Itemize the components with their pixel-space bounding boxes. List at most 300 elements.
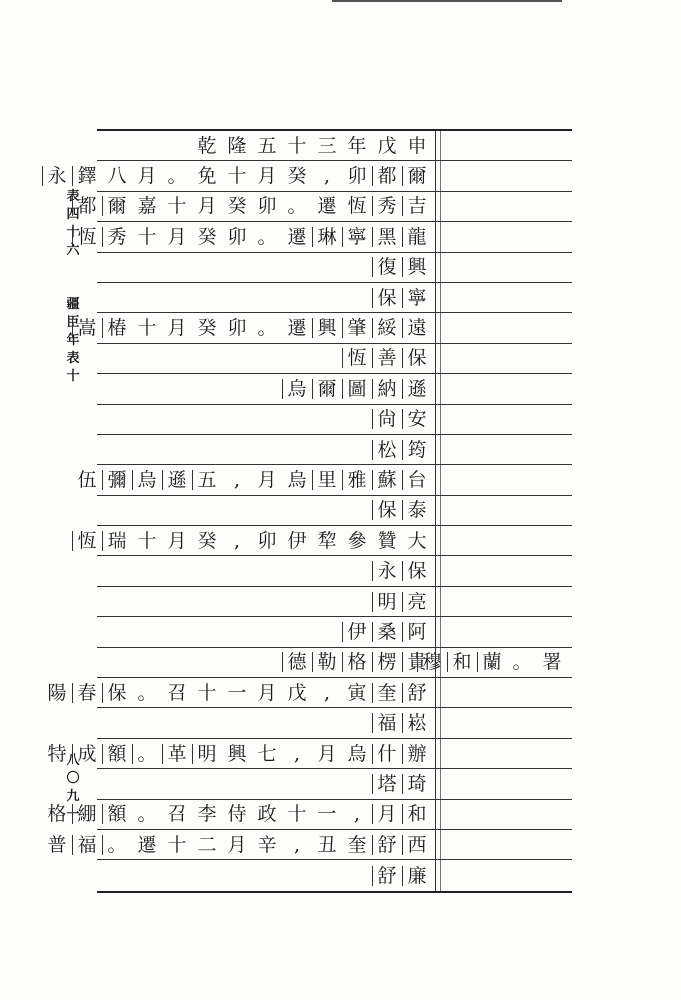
row-left-cell [47, 830, 435, 859]
row-right-cell [441, 708, 572, 737]
row-left-cell [97, 344, 435, 373]
cell-char: 格 [345, 650, 369, 674]
cell-char: 癸 [197, 529, 217, 552]
table-row [97, 617, 572, 647]
cell-char: 爾 [105, 194, 129, 218]
cell-char: 遜 [165, 468, 189, 492]
row-left-text [39, 161, 429, 190]
cell-char: 八 [107, 165, 127, 188]
column-divider [435, 253, 436, 282]
cell-char: 十 [287, 803, 307, 826]
row-left-cell [97, 405, 435, 434]
cell-char: 奎 [375, 681, 399, 705]
cell-char: 召 [167, 681, 187, 704]
cell-char: 。 [105, 833, 129, 857]
row-left-text [369, 860, 429, 890]
cell-char: , [323, 681, 331, 704]
cell-char: 綳 [75, 802, 99, 826]
column-divider [435, 192, 436, 221]
column-divider [435, 860, 436, 890]
table-row [97, 131, 572, 161]
cell-char: 免 [197, 165, 217, 188]
cell-char: 復 [375, 255, 399, 279]
row-right-cell [441, 435, 572, 464]
margin-char: 十 [66, 369, 80, 384]
row-right-cell [441, 496, 572, 525]
row-left-text [279, 374, 429, 403]
cell-char: 椿 [105, 316, 129, 340]
margin-char: 疆 [66, 297, 80, 312]
row-right-cell [441, 405, 572, 434]
cell-char: , [353, 803, 361, 826]
cell-char: 恆 [345, 346, 369, 370]
table-row [97, 253, 572, 283]
cell-char: 一 [317, 803, 337, 826]
cell-char: 癸 [227, 195, 247, 218]
row-right-cell [441, 192, 572, 221]
row-left-text [369, 496, 429, 525]
row-left-text [369, 405, 429, 434]
cell-char: 格 [47, 803, 67, 826]
cell-char: 普 [47, 833, 67, 856]
table-row [97, 648, 572, 678]
row-left-cell [97, 496, 435, 525]
cell-char: 月 [167, 317, 187, 340]
row-right-cell [441, 556, 572, 585]
cell-char: 尙 [375, 407, 399, 431]
cell-char: 明 [195, 742, 219, 766]
column-divider [435, 313, 436, 342]
row-right-cell [441, 344, 572, 373]
row-left-cell [97, 253, 435, 282]
row-left-cell [97, 860, 435, 890]
cell-char: 犂 [317, 529, 337, 552]
row-right-cell [441, 769, 572, 798]
cell-char: 保 [105, 681, 129, 705]
cell-char: 參 [347, 529, 367, 552]
column-divider [435, 617, 436, 646]
margin-char: 十 [66, 225, 80, 240]
cell-char: 恆 [347, 195, 367, 218]
cell-char: 戊 [287, 681, 307, 704]
cell-char: 嘉 [137, 195, 157, 218]
margin-char: 六 [66, 243, 80, 258]
row-left-cell [97, 556, 435, 585]
cell-char: 李 [197, 803, 217, 826]
cell-char: 月 [137, 165, 157, 188]
cell-char: 大 [407, 529, 427, 552]
cell-char: 丑 [317, 833, 337, 856]
cell-char: 十 [137, 317, 157, 340]
row-right-cell [441, 313, 572, 342]
cell-char: 。 [135, 742, 159, 766]
table-row [77, 313, 572, 343]
cell-char: 蘇 [375, 468, 399, 492]
cell-char: 月 [257, 165, 277, 188]
cell-char: 署 [542, 651, 562, 674]
cell-char: 。 [257, 225, 277, 248]
cell-char: 伊 [345, 620, 369, 644]
row-left-cell [97, 283, 435, 312]
cell-char: 十 [227, 165, 247, 188]
cell-char: 月 [317, 742, 337, 765]
cell-char: 彌 [105, 468, 129, 492]
cell-char: 革 [165, 742, 189, 766]
cell-char: 吉 [405, 194, 429, 218]
column-divider [435, 830, 436, 859]
cell-char: 楞 [375, 650, 399, 674]
cell-char: 卯 [227, 317, 247, 340]
cell-char: 遜 [405, 377, 429, 401]
table-row [97, 860, 572, 890]
cell-char: 興 [315, 316, 339, 340]
cell-char: 興 [227, 742, 247, 765]
row-left-cell [77, 222, 435, 251]
table-row [97, 283, 572, 313]
cell-char: 嵩 [75, 316, 99, 340]
cell-char: 貴 [405, 650, 429, 674]
column-divider [435, 222, 436, 251]
row-left-text [369, 556, 429, 585]
cell-char: 寧 [345, 225, 369, 249]
cell-char: 明 [375, 590, 399, 614]
cell-char: 德 [285, 650, 309, 674]
cell-char: 。 [512, 651, 532, 674]
row-left-text [369, 253, 429, 282]
cell-char: 保 [375, 286, 399, 310]
cell-char: 廉 [405, 864, 429, 888]
cell-char: 年 [347, 134, 367, 157]
row-right-cell [441, 830, 572, 859]
column-divider [435, 708, 436, 737]
cell-char: 十 [167, 833, 187, 856]
cell-char: 陽 [47, 681, 67, 704]
table-row [47, 678, 572, 708]
cell-char: 月 [167, 529, 187, 552]
row-left-text [39, 678, 429, 707]
cell-char: 圖 [345, 377, 369, 401]
column-divider [435, 556, 436, 585]
cell-char: 遷 [287, 317, 307, 340]
cell-char: 遷 [137, 833, 157, 856]
cell-char: 十 [287, 134, 307, 157]
row-left-cell [97, 374, 435, 403]
cell-char: 戊 [377, 134, 397, 157]
cell-char: 琳 [315, 225, 339, 249]
row-left-cell [47, 161, 435, 190]
cell-char: 癸 [197, 225, 217, 248]
margin-char: 〇 [66, 771, 80, 786]
row-right-cell [441, 678, 572, 707]
table-row [77, 526, 572, 556]
cell-char: 月 [227, 833, 247, 856]
cell-char: 恆 [75, 529, 99, 553]
cell-char: 松 [375, 438, 399, 462]
cell-char: 福 [75, 833, 99, 857]
row-left-text [369, 708, 429, 737]
row-left-cell [97, 435, 435, 464]
cell-char: 勒 [315, 650, 339, 674]
cell-char: 十 [167, 195, 187, 218]
table-row [47, 739, 572, 769]
table-row [97, 344, 572, 374]
cell-char: 里 [315, 468, 339, 492]
cell-char: 一 [227, 681, 247, 704]
row-left-cell [47, 800, 435, 829]
cell-char: 寅 [347, 681, 367, 704]
table-row [97, 556, 572, 586]
cell-char: 秀 [375, 194, 399, 218]
cell-char: 善 [375, 346, 399, 370]
table-row [97, 708, 572, 738]
row-left-text [39, 830, 429, 859]
column-divider [435, 587, 436, 616]
row-left-text [69, 222, 429, 251]
table-row [47, 161, 572, 191]
row-left-cell [97, 769, 435, 798]
cell-char: 侍 [227, 803, 247, 826]
margin-char: 年 [66, 333, 80, 348]
table-row [47, 830, 572, 860]
cell-char: 納 [375, 377, 399, 401]
row-left-cell [97, 648, 435, 677]
cell-char: 。 [167, 165, 187, 188]
cell-char: 額 [105, 742, 129, 766]
column-divider [435, 769, 436, 798]
cell-char: 桑 [375, 620, 399, 644]
row-left-text [369, 435, 429, 464]
cell-char: 都 [75, 194, 99, 218]
cell-char: 申 [407, 134, 427, 157]
cell-char: 雅 [345, 468, 369, 492]
row-left-cell [97, 131, 435, 160]
cell-char: 特 [47, 742, 67, 765]
row-left-text [369, 769, 429, 798]
cell-char: 五 [257, 134, 277, 157]
cell-char: 舒 [405, 681, 429, 705]
row-right-cell [441, 374, 572, 403]
cell-char: 癸 [287, 165, 307, 188]
cell-char: 卯 [257, 529, 277, 552]
row-left-text [369, 587, 429, 616]
cell-char: , [233, 468, 241, 491]
row-left-text [339, 617, 429, 646]
column-divider [435, 344, 436, 373]
cell-char: 十 [197, 681, 217, 704]
cell-char: 十 [137, 225, 157, 248]
row-right-cell [441, 800, 572, 829]
column-divider [435, 496, 436, 525]
cell-char: 辦 [405, 742, 429, 766]
row-right-cell [441, 131, 572, 160]
row-left-text [69, 313, 429, 342]
row-right-cell [441, 526, 572, 555]
officials-year-table [47, 129, 572, 893]
row-right-cell [441, 465, 572, 494]
row-left-text [69, 526, 429, 555]
column-divider [435, 465, 436, 494]
margin-char: 四 [66, 207, 80, 222]
cell-char: , [293, 833, 301, 856]
cell-char: 舒 [375, 864, 399, 888]
cell-char: 遷 [317, 195, 337, 218]
row-left-cell [77, 313, 435, 342]
cell-char: 額 [105, 802, 129, 826]
cell-char: 黑 [375, 225, 399, 249]
column-divider [435, 800, 436, 829]
cell-char: 亮 [405, 590, 429, 614]
cell-char: 奎 [347, 833, 367, 856]
cell-char: 興 [405, 255, 429, 279]
cell-char: 什 [375, 742, 399, 766]
table-row [97, 405, 572, 435]
row-left-cell [97, 587, 435, 616]
column-divider [435, 678, 436, 707]
cell-char: 和 [450, 650, 474, 674]
cell-char: 卯 [227, 225, 247, 248]
cell-char: 筠 [405, 438, 429, 462]
cell-char: 月 [197, 195, 217, 218]
cell-char: 烏 [287, 468, 307, 491]
table-row [47, 800, 572, 830]
row-right-cell [441, 283, 572, 312]
row-left-cell [97, 708, 435, 737]
cell-char: 乾 [197, 134, 217, 157]
cell-char: 月 [375, 802, 399, 826]
row-left-text [279, 648, 429, 677]
row-left-cell [97, 617, 435, 646]
cell-char: 政 [257, 803, 277, 826]
cell-char: 卯 [347, 165, 367, 188]
row-left-text [189, 131, 429, 160]
cell-char: 保 [405, 559, 429, 583]
row-left-text [39, 800, 429, 829]
cell-char: 月 [167, 225, 187, 248]
cell-char: 塔 [375, 772, 399, 796]
table-row [77, 192, 572, 222]
cell-char: 保 [375, 498, 399, 522]
cell-char: 。 [137, 803, 157, 826]
cell-char: 辛 [257, 833, 277, 856]
margin-char: 表 [66, 351, 80, 366]
cell-char: 龍 [405, 225, 429, 249]
column-divider [435, 131, 436, 160]
cell-char: 和 [405, 802, 429, 826]
cell-char: 穆 [420, 650, 444, 674]
row-left-cell [77, 192, 435, 221]
column-divider [435, 283, 436, 312]
cell-char: , [323, 165, 331, 188]
cell-char: 烏 [285, 377, 309, 401]
cell-char: 都 [375, 164, 399, 188]
cell-char: 遠 [405, 316, 429, 340]
cell-char: 西 [405, 833, 429, 857]
cell-char: 五 [195, 468, 219, 492]
cell-char: 秀 [105, 225, 129, 249]
cell-char: 烏 [135, 468, 159, 492]
row-right-cell [441, 253, 572, 282]
row-right-cell [441, 617, 572, 646]
row-left-text [369, 283, 429, 312]
row-right-cell [422, 648, 572, 677]
margin-char: 表 [66, 189, 80, 204]
row-right-cell [441, 222, 572, 251]
cell-char: 伊 [287, 529, 307, 552]
cell-char: 綏 [375, 316, 399, 340]
cell-char: 泰 [405, 498, 429, 522]
cell-char: 永 [45, 164, 69, 188]
cell-char: 爾 [315, 377, 339, 401]
cell-char: 七 [257, 742, 277, 765]
cell-char: 。 [257, 317, 277, 340]
column-divider [435, 161, 436, 190]
cell-char: 蘭 [480, 650, 504, 674]
column-divider [435, 526, 436, 555]
row-left-cell [77, 465, 435, 494]
row-left-text [69, 465, 429, 494]
table-row [97, 374, 572, 404]
cell-char: 舒 [375, 833, 399, 857]
margin-char: 九 [66, 789, 80, 804]
cell-char: 召 [167, 803, 187, 826]
cell-char: 阿 [405, 620, 429, 644]
cell-char: 琦 [405, 772, 429, 796]
row-right-cell [441, 161, 572, 190]
cell-char: 癸 [197, 317, 217, 340]
table-row [97, 769, 572, 799]
cell-char: , [233, 529, 241, 552]
column-divider [435, 405, 436, 434]
cell-char: 春 [75, 681, 99, 705]
cell-char: 十 [137, 529, 157, 552]
table-row [97, 496, 572, 526]
row-left-cell [47, 739, 435, 768]
cell-char: 伍 [77, 468, 97, 491]
cell-char: 恆 [75, 225, 99, 249]
margin-char: 一 [66, 807, 80, 822]
cell-char: 卯 [257, 195, 277, 218]
top-scan-rule [332, 0, 562, 2]
cell-char: 成 [75, 742, 99, 766]
cell-char: 鐸 [75, 164, 99, 188]
cell-char: 保 [405, 346, 429, 370]
cell-char: 肇 [345, 316, 369, 340]
cell-char: 永 [375, 559, 399, 583]
cell-char: 。 [137, 681, 157, 704]
cell-char: 二 [197, 833, 217, 856]
cell-char: 隆 [227, 134, 247, 157]
table-row [77, 465, 572, 495]
cell-char: 遷 [287, 225, 307, 248]
column-divider [435, 374, 436, 403]
cell-char: 瑞 [105, 529, 129, 553]
margin-char: 八 [66, 753, 80, 768]
row-left-text [69, 192, 429, 221]
cell-char: 爾 [405, 164, 429, 188]
cell-char: 寧 [405, 286, 429, 310]
table-row [97, 587, 572, 617]
margin-char: 臣 [66, 315, 80, 330]
cell-char: 月 [257, 681, 277, 704]
row-left-text [39, 739, 429, 768]
cell-char: 崧 [405, 711, 429, 735]
row-left-cell [77, 526, 435, 555]
row-left-text [339, 344, 429, 373]
row-right-cell [441, 860, 572, 890]
row-right-cell [441, 587, 572, 616]
row-right-cell [441, 739, 572, 768]
cell-char: 贊 [377, 529, 397, 552]
